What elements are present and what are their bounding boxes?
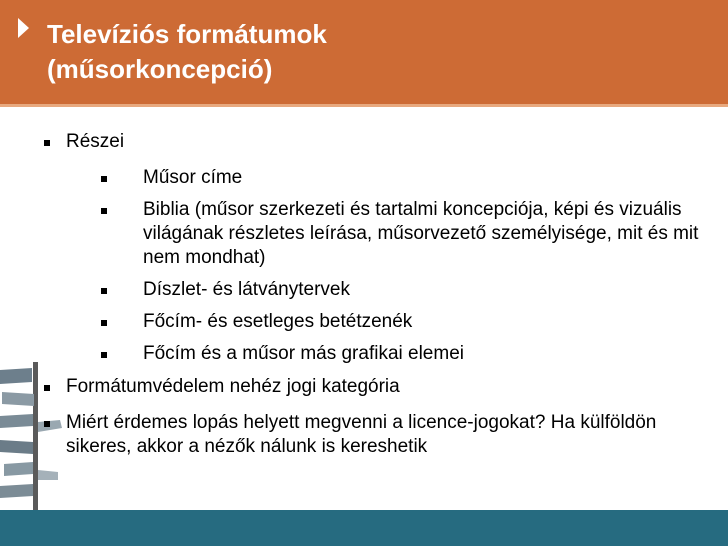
list-item: Főcím és a műsor más grafikai elemei xyxy=(143,343,464,364)
list-item: Miért érdemes lopás helyett megvenni a licence-jogokat? Ha külföldön sikeres, akkor a nézők nálunk is kereshetik xyxy=(66,412,657,457)
header-divider xyxy=(0,104,728,107)
slide-title-line-1: Televíziós formátumok xyxy=(47,19,327,49)
square-bullet-icon xyxy=(101,352,107,358)
list-item: Műsor címe xyxy=(143,167,243,188)
title-bar xyxy=(0,0,728,104)
slide-title-line-2: (műsorkoncepció) xyxy=(47,54,273,84)
square-bullet-icon xyxy=(101,208,107,214)
square-bullet-icon xyxy=(44,421,50,427)
square-bullet-icon xyxy=(101,320,107,326)
list-item: Részei xyxy=(66,131,125,152)
slide-title xyxy=(47,17,687,87)
triangle-right-icon xyxy=(18,18,29,38)
square-bullet-icon xyxy=(44,385,50,391)
list-item: Formátumvédelem nehéz jogi kategória xyxy=(66,376,400,397)
square-bullet-icon xyxy=(44,140,50,146)
signpost-icon xyxy=(0,362,62,510)
square-bullet-icon xyxy=(101,288,107,294)
list-item: Biblia (műsor szerkezeti és tartalmi koncepciója, képi és vizuális világának részletes leírása, műsorvezető személyisége, mit és mit nem mondhat) xyxy=(143,199,699,268)
list-item: Főcím- és esetleges betétzenék xyxy=(143,311,413,332)
square-bullet-icon xyxy=(101,176,107,182)
list-item: Díszlet- és látványtervek xyxy=(143,279,350,300)
footer-bar xyxy=(0,510,728,546)
